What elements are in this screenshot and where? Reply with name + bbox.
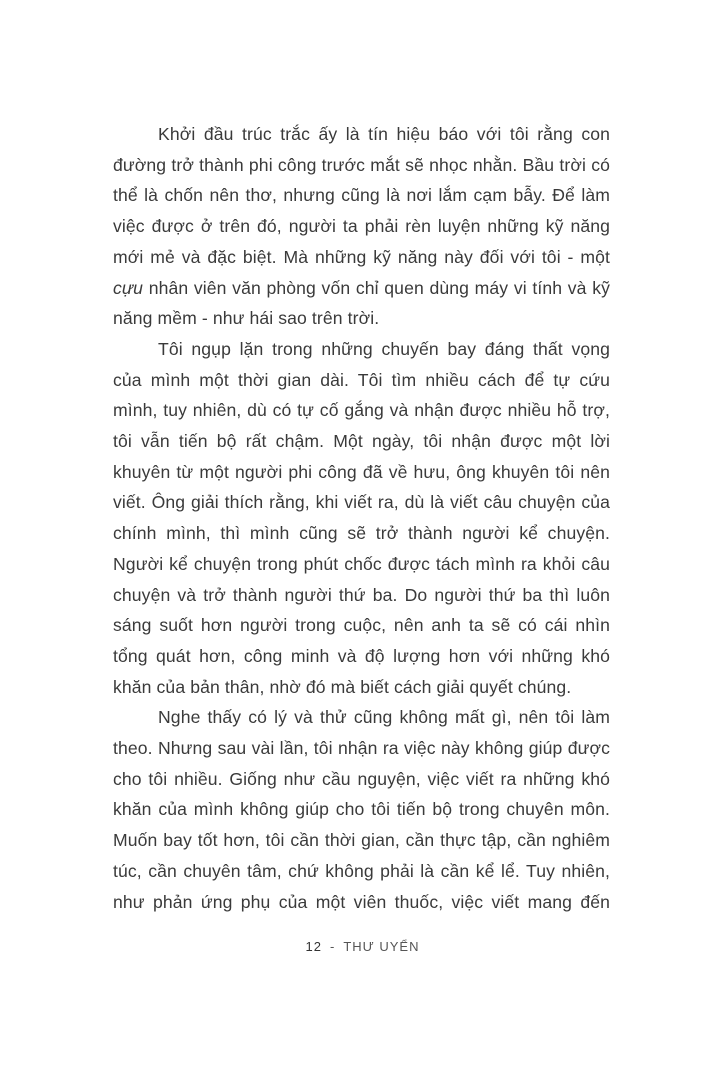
paragraph-1-tail: nhân viên văn phòng vốn chỉ quen dùng máy vi tính và kỹ năng mềm - như hái sao trên trời. — [113, 277, 610, 329]
italic-word: cựu — [113, 277, 144, 298]
footer-separator: - — [329, 939, 336, 954]
page-footer — [0, 939, 725, 954]
page-number: 12 — [305, 939, 322, 954]
paragraph-2: Tôi ngụp lặn trong những chuyến bay đáng thất vọng của mình một thời gian dài. Tôi tìm nhiều cách để tự cứu mình, tuy nhiên, dù có tự cố gắng và nhận được nhiều hỗ trợ, tôi vẫn tiến bộ rất chậm. Một ngày, tôi nhận được một lời khuyên từ một người phi công đã về hưu, ông khuyên tôi nên viết. Ông giải thích rằng, khi viết ra, dù là viết câu chuyện của chính mình, thì mình cũng sẽ trở thành người kể chuyện. Người kể chuyện trong phút chốc được tách mình ra khỏi câu chuyện và trở thành người thứ ba. Do người thứ ba thì luôn sáng suốt hơn người trong cuộc, nên anh ta sẽ có cái nhìn tổng quát hơn, công minh và độ lượng hơn với những khó khăn của bản thân, nhờ đó mà biết cách giải quyết chúng. — [113, 338, 610, 697]
paragraph-1 — [113, 119, 610, 334]
paragraph-1-text: Khởi đầu trúc trắc ấy là tín hiệu báo với tôi rằng con đường trở thành phi công trước mắt sẽ nhọc nhằn. Bầu trời có thể là chốn nên thơ, nhưng cũng là nơi lắm cạm bẫy. Để làm việc được ở trên đó, người ta phải rèn luyện những kỹ năng mới mẻ và đặc biệt. Mà những kỹ năng này đối với tôi - một — [113, 124, 610, 267]
page-body — [113, 119, 610, 917]
author-name: THƯ UYỂN — [343, 939, 420, 954]
paragraph-3: Nghe thấy có lý và thử cũng không mất gì, nên tôi làm theo. Nhưng sau vài lần, tôi nhận ra việc này không giúp được cho tôi nhiều. Giống như cầu nguyện, việc viết ra những khó khăn của mình không giúp cho tôi tiến bộ trong chuyên môn. Muốn bay tốt hơn, tôi cần thời gian, cần thực tập, cần nghiêm túc, cần chuyên tâm, chứ không phải là cần kể lể. Tuy nhiên, như phản ứng phụ của một viên thuốc, việc viết mang đến — [113, 707, 610, 912]
